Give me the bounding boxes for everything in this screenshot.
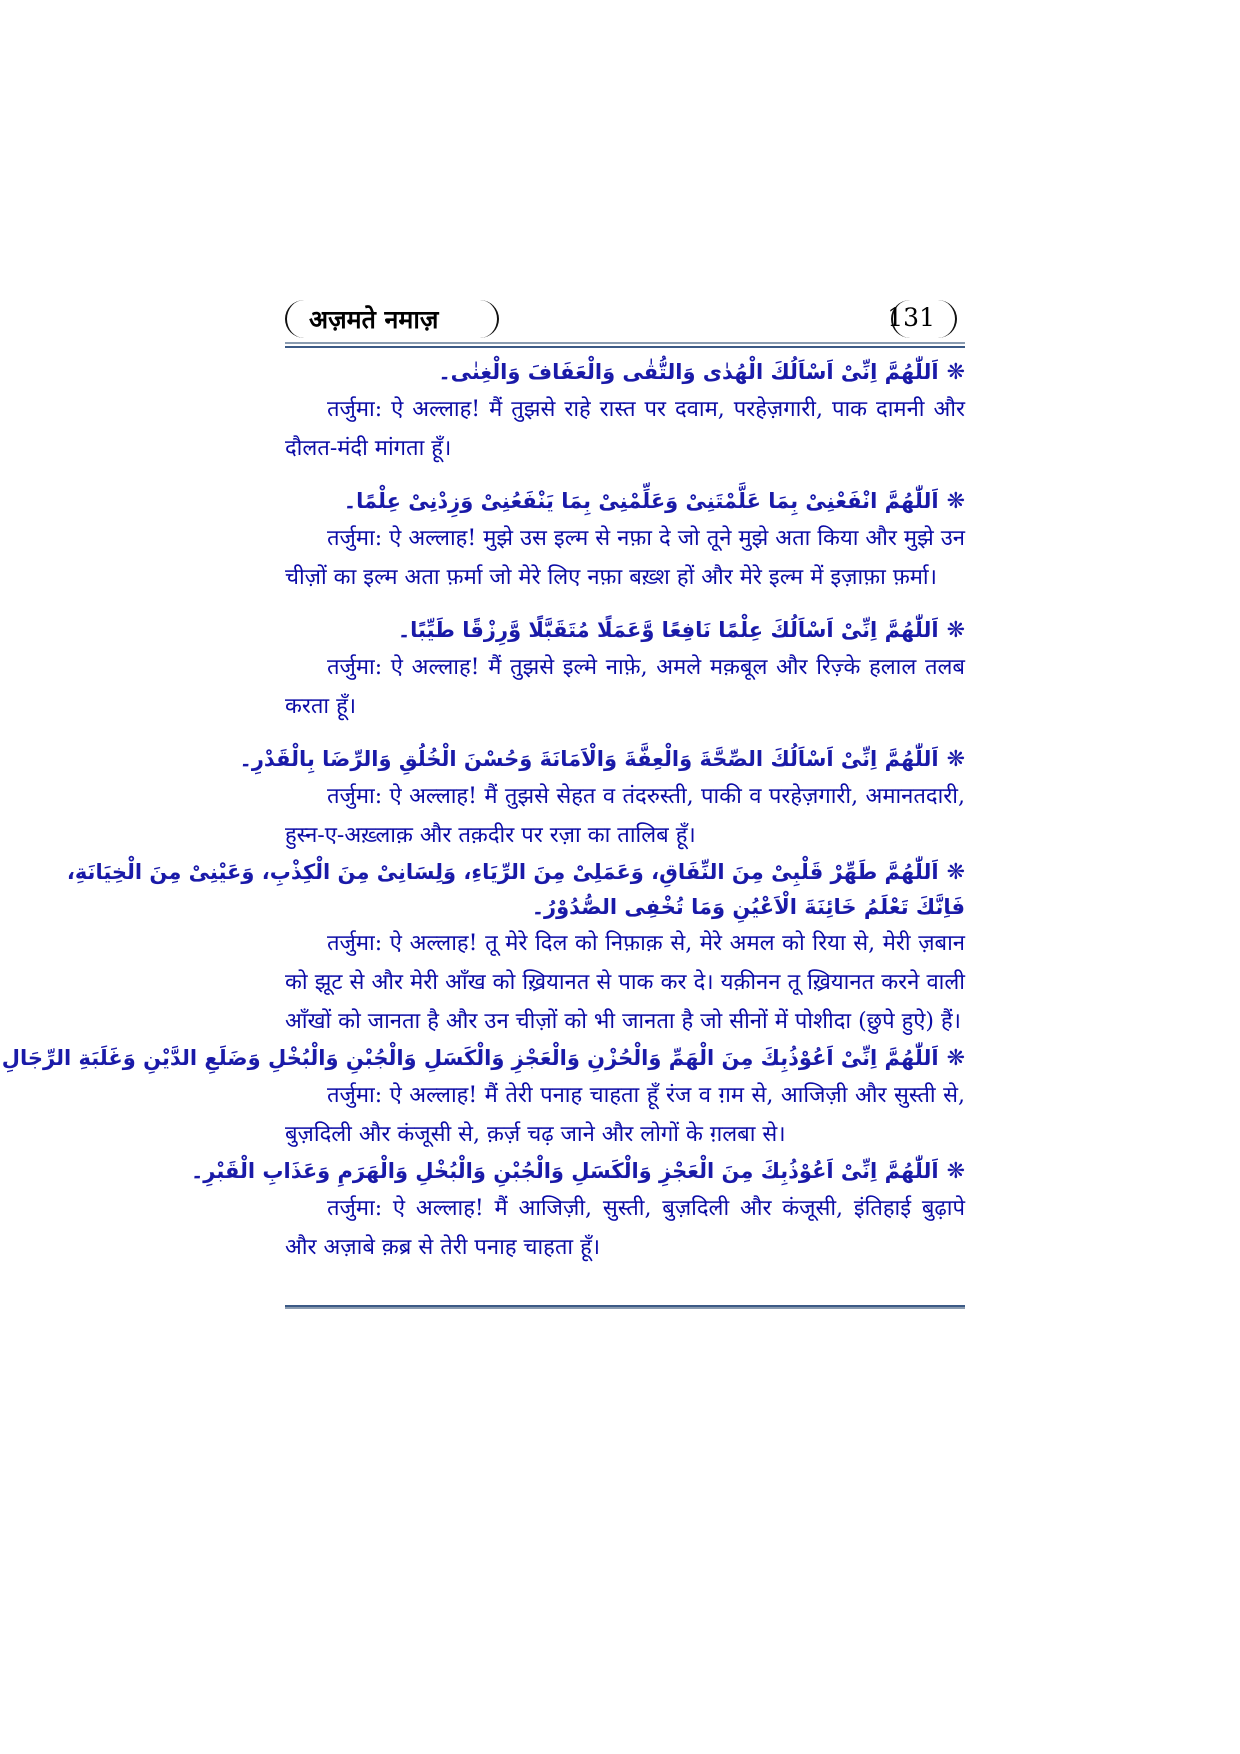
- dua-translation: तर्जुमा: ऐ अल्लाह! मैं तुझसे राहे रास्त पर दवाम, परहेज़गारी, पाक दामनी और दौलत-मंदी मांगता हूँ।: [285, 397, 965, 461]
- dua-translation: तर्जुमा: ऐ अल्लाह! मैं तुझसे इल्मे नाफ़े, अमले मक़बूल और रिज़्के हलाल तलब करता हूँ।: [285, 655, 965, 719]
- page-header: [285, 300, 965, 342]
- dua-section-4: [239, 742, 965, 855]
- star-icon: ❋: [946, 860, 965, 885]
- arabic-dua: ❋اَللّٰهُمَّ اِنِّیْ اَسْاَلُكَ الْهُدٰی وَالتُّقٰی وَالْعَفَافَ وَالْغِنٰی۔: [438, 360, 965, 385]
- dua-translation: तर्जुमा: ऐ अल्लाह! तू मेरे दिल को निफ़ाक़ से, मेरे अमल को रिया से, मेरी ज़बान को झूट से और मेरी आँख को ख़्रियानत से पाक कर दे। यक़ीनन तू ख़्रियानत करने वाली आँखों को जानता है और उन चीज़ों को भी जानता है जो सीनों में पोशीदा (छुपे हुऐ) हैं।: [285, 931, 965, 1034]
- dua-translation: तर्जुमा: ऐ अल्लाह! मैं आजिज़ी, सुस्ती, बुज़दिली और कंजूसी, इंतिहाई बुढ़ापे और अज़ाबे क़ब्र से तेरी पनाह चाहता हूँ।: [285, 1196, 965, 1260]
- page-number: 131: [887, 303, 935, 332]
- title-frame: [285, 300, 499, 338]
- page-content: [1, 355, 965, 1267]
- book-page: [1, 300, 965, 1260]
- star-icon: ❋: [946, 1159, 965, 1184]
- star-icon: ❋: [946, 360, 965, 385]
- arabic-dua-continued: فَاِنَّكَ تَعْلَمُ خَائِنَةَ الْاَعْیُنِ وَمَا تُخْفِی الصُّدُوْرُ۔: [531, 895, 965, 919]
- footer-divider: [285, 1303, 965, 1309]
- arabic-dua: ❋اَللّٰهُمَّ اِنِّیْ اَعُوْذُبِكَ مِنَ الْعَجْزِ وَالْكَسَلِ وَالْجُبْنِ وَالْبُخْلِ وَالْهَرَمِ وَعَذَابِ الْقَبْرِ۔: [190, 1159, 965, 1184]
- arabic-dua: ❋اَللّٰهُمَّ اِنِّیْ اَسْاَلُكَ عِلْمًا نَافِعًا وَّعَمَلًا مُتَقَبَّلًا وَّرِزْقًا طَیِّبًا۔: [397, 618, 965, 643]
- dua-translation: तर्जुमा: ऐ अल्लाह! मैं तुझसे सेहत व तंदरुस्ती, पाकी व परहेज़गारी, अमानतदारी, हुस्न-ए-अख़्लाक़ और तक़दीर पर रज़ा का तालिब हूँ।: [285, 784, 965, 848]
- dua-section-1: [285, 355, 965, 468]
- book-title: अज़मते नमाज़: [309, 305, 439, 334]
- dua-translation: तर्जुमा: ऐ अल्लाह! मैं तेरी पनाह चाहता हूँ रंज व ग़म से, आजिज़ी और सुस्ती से, बुज़दिली और कंजूसी से, क़र्ज़ चढ़ जाने और लोगों के ग़लबा से।: [285, 1083, 965, 1147]
- arabic-dua: ❋اَللّٰهُمَّ اِنِّیْ اَسْاَلُكَ الصِّحَّةَ وَالْعِفَّةَ وَالْاَمَانَةَ وَحُسْنَ الْخُلُقِ وَالرِّضَا بِالْقَدْرِ۔: [239, 747, 965, 772]
- dua-translation: तर्जुमा: ऐ अल्लाह! मुझे उस इल्म से नफ़ा दे जो तूने मुझे अता किया और मुझे उन चीज़ों का इल्म अता फ़र्मा जो मेरे लिए नफ़ा बख़्श हों और मेरे इल्म में इज़ाफ़ा फ़र्मा।: [285, 526, 965, 590]
- arabic-dua: ❋اَللّٰهُمَّ اِنِّیْ اَعُوْذُبِكَ مِنَ الْهَمِّ وَالْحُزْنِ وَالْعَجْزِ وَالْكَسَلِ وَالْجُبْنِ وَالْبُخْلِ وَضَلَعِ الدَّیْنِ وَغَلَبَةِ الرِّجَالِ: [1, 1046, 965, 1071]
- star-icon: ❋: [946, 489, 965, 514]
- arabic-dua: ❋اَللّٰهُمَّ انْفَعْنِیْ بِمَا عَلَّمْتَنِیْ وَعَلِّمْنِیْ بِمَا یَنْفَعُنِیْ وَزِدْنِیْ عِلْمًا۔: [343, 489, 965, 514]
- star-icon: ❋: [946, 618, 965, 643]
- header-divider: [285, 342, 965, 348]
- star-icon: ❋: [946, 1046, 965, 1071]
- dua-section-7: [190, 1154, 965, 1267]
- dua-section-5: [66, 855, 965, 1041]
- arabic-dua: ❋اَللّٰهُمَّ طَهِّرْ قَلْبِیْ مِنَ النِّفَاقِ، وَعَمَلِیْ مِنَ الرِّیَاءِ، وَلِسَانِیْ مِنَ الْكِذْبِ، وَعَیْنِیْ مِنَ الْخِیَانَةِ،: [66, 860, 965, 885]
- dua-section-2: [285, 484, 965, 597]
- star-icon: ❋: [946, 747, 965, 772]
- dua-section-6: [1, 1041, 965, 1154]
- dua-section-3: [285, 613, 965, 726]
- page-number-frame: [887, 300, 957, 338]
